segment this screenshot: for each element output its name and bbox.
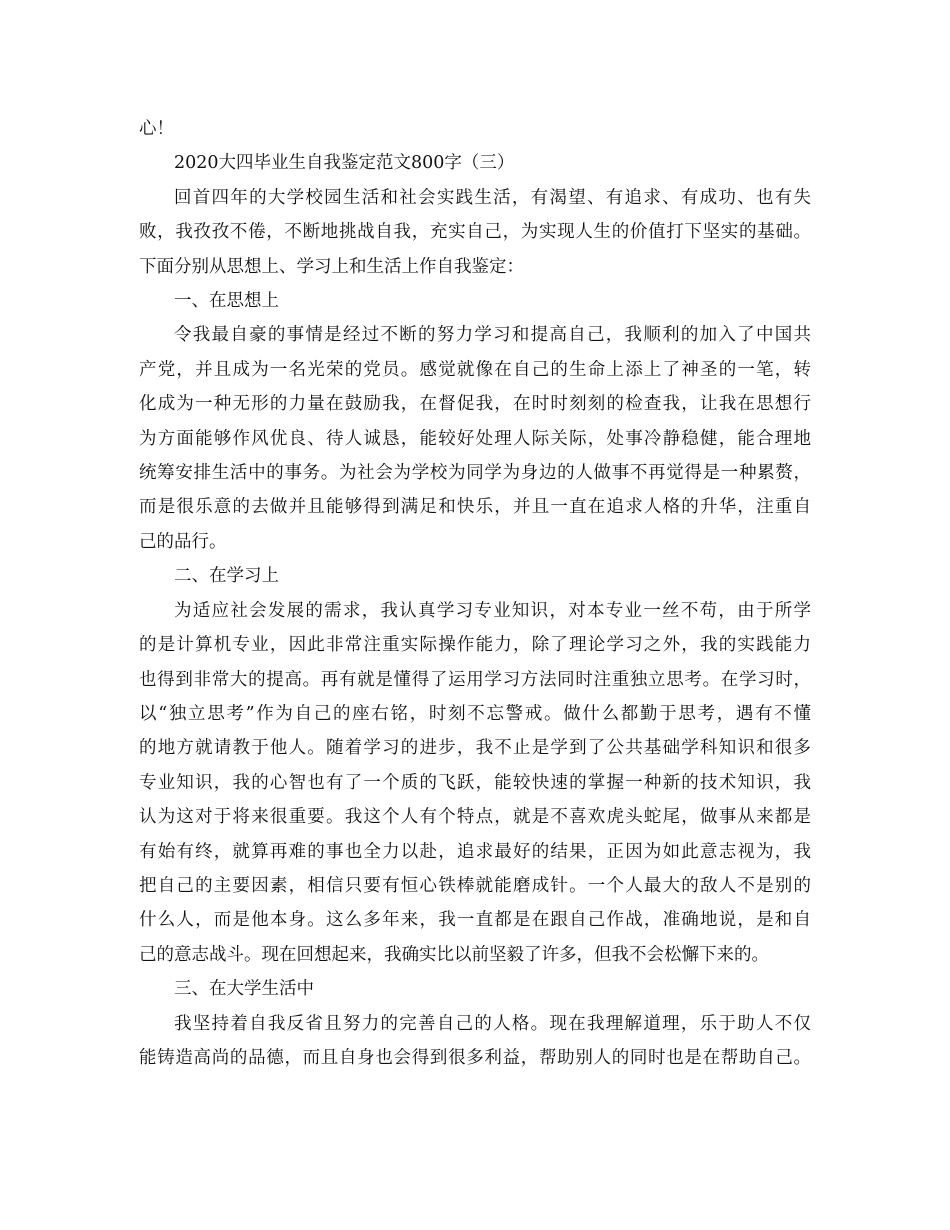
text-line: 心！ bbox=[139, 119, 174, 139]
text-line: 为方面能够作风优良、待人诚恳，能较好处理人际关际，处事冷静稳健，能合理地 bbox=[139, 428, 811, 449]
text-line: 以“独立思考”作为自己的座右铭，时刻不忘警戒。做什么都勤于思考，遇有不懂 bbox=[139, 703, 811, 724]
text-line: 把自己的主要因素，相信只要有恒心铁棒就能磨成针。一个人最大的敌人不是别的 bbox=[139, 875, 811, 896]
text-line: 我坚持着自我反省且努力的完善自己的人格。现在我理解道理，乐于助人不仅 bbox=[174, 1013, 811, 1034]
text-line: 什么人，而是他本身。这么多年来，我一直都是在跟自己作战，准确地说，是和自 bbox=[139, 910, 811, 931]
text-line: 也得到非常大的提高。再有就是懂得了运用学习方法同时注重独立思考。在学习时， bbox=[139, 669, 811, 690]
text-line: 回首四年的大学校园生活和社会实践生活，有渴望、有追求、有成功、也有失 bbox=[174, 187, 811, 208]
text-line: 三、在大学生活中 bbox=[174, 979, 314, 1000]
text-line: 2020大四毕业生自我鉴定范文800字（三） bbox=[174, 153, 515, 174]
text-line: 而是很乐意的去做并且能够得到满足和快乐，并且一直在追求人格的升华，注重自 bbox=[139, 497, 811, 518]
text-line: 己的品行。 bbox=[139, 531, 227, 552]
text-line: 统筹安排生活中的事务。为社会为学校为同学为身边的人做事不再觉得是一种累赘， bbox=[139, 463, 811, 484]
text-line: 有始有终，就算再难的事也全力以赴，追求最好的结果，正因为如此意志视为，我 bbox=[139, 841, 811, 862]
text-line: 败，我孜孜不倦，不断地挑战自我，充实自己，为实现人生的价值打下坚实的基础。 bbox=[139, 222, 811, 243]
text-line: 为适应社会发展的需求，我认真学习专业知识，对本专业一丝不苟，由于所学 bbox=[174, 600, 811, 621]
text-line: 下面分别从思想上、学习上和生活上作自我鉴定： bbox=[139, 256, 524, 277]
text-line: 己的意志战斗。现在回想起来，我确实比以前坚毅了许多，但我不会松懈下来的。 bbox=[139, 944, 769, 965]
text-line: 令我最自豪的事情是经过不断的努力学习和提高自己，我顺利的加入了中国共 bbox=[174, 325, 811, 346]
document-body bbox=[139, 112, 811, 1075]
text-line: 的是计算机专业，因此非常注重实际操作能力，除了理论学习之外，我的实践能力 bbox=[139, 635, 811, 656]
text-line: 认为这对于将来很重要。我这个人有个特点，就是不喜欢虎头蛇尾，做事从来都是 bbox=[139, 807, 811, 828]
text-line: 能铸造高尚的品德，而且自身也会得到很多利益，帮助别人的同时也是在帮助自己。 bbox=[139, 1047, 811, 1068]
text-line: 专业知识，我的心智也有了一个质的飞跃，能较快速的掌握一种新的技术知识，我 bbox=[139, 772, 811, 793]
text-line: 产党，并且成为一名光荣的党员。感觉就像在自己的生命上添上了神圣的一笔，转 bbox=[139, 359, 811, 380]
text-line: 的地方就请教于他人。随着学习的进步，我不止是学到了公共基础学科知识和很多 bbox=[139, 738, 811, 759]
text-line: 一、在思想上 bbox=[174, 291, 279, 312]
text-line: 化成为一种无形的力量在鼓励我，在督促我，在时时刻刻的检查我，让我在思想行 bbox=[139, 394, 811, 415]
text-line: 二、在学习上 bbox=[174, 566, 279, 587]
